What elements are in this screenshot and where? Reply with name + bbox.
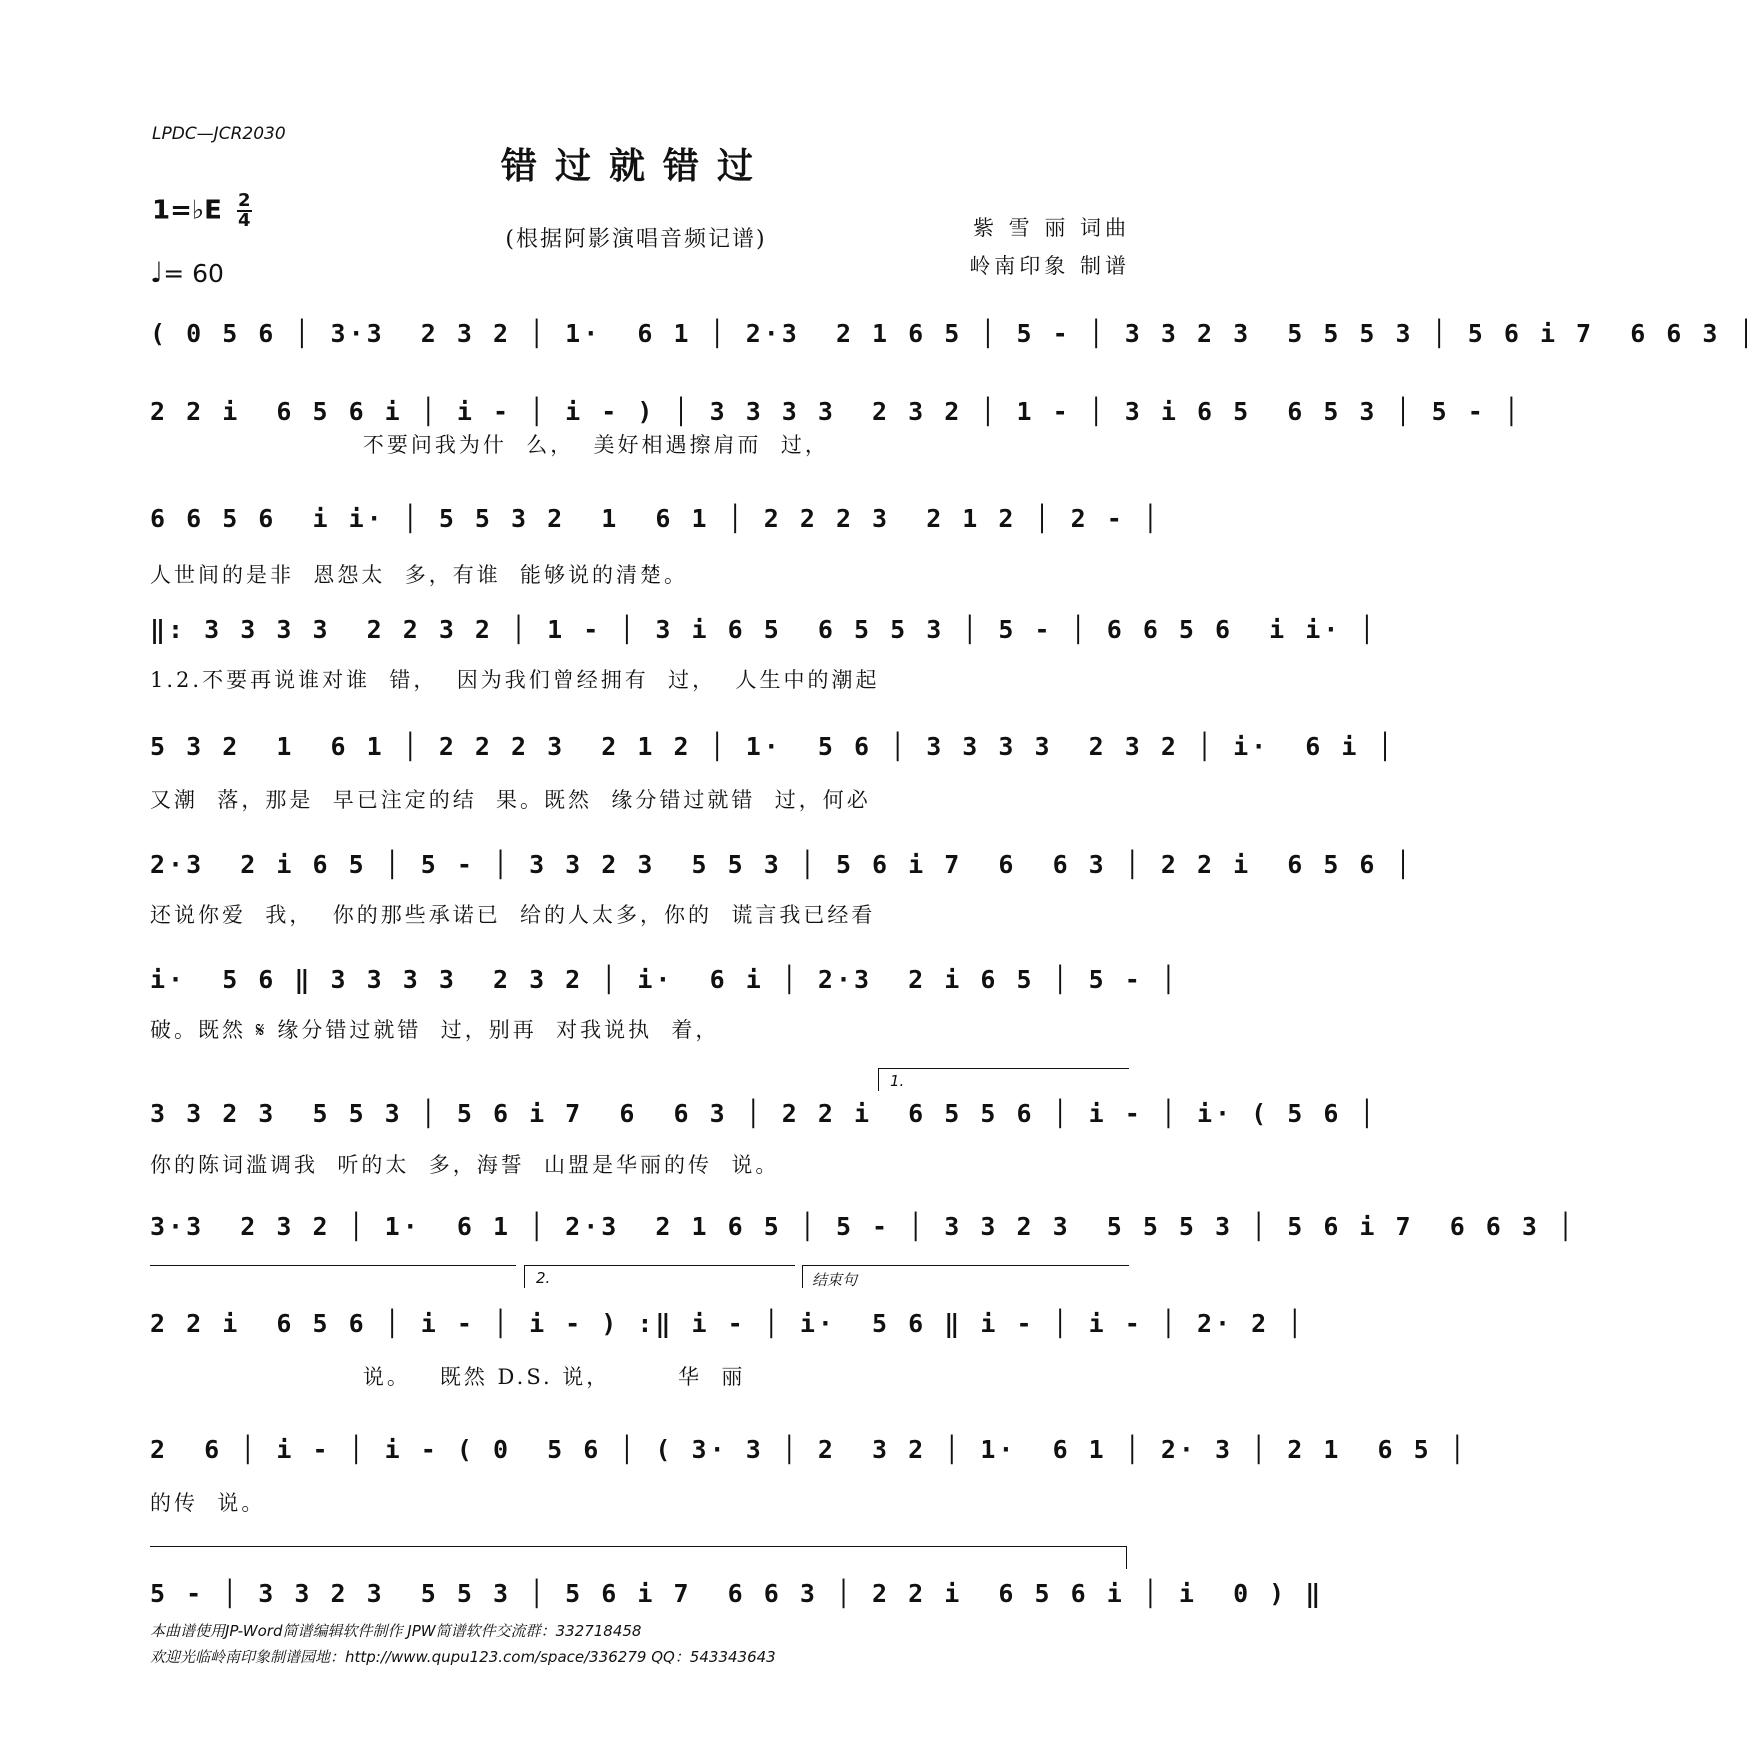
lyric-line-1: 不要问我为什 么， 美好相遇擦肩而 过， bbox=[150, 433, 829, 457]
song-title: 错过就错过 bbox=[500, 145, 771, 187]
score-line-8: 3 3 2 3 5 5 3 │ 5 6 i 7 6 6 3 │ 2 2 i 6 5 5 6 │ i - │ i· ( 5 6 │ bbox=[150, 1099, 1378, 1128]
score-line-7: i· 5 6 ‖ 3 3 3 3 2 3 2 │ i· 6 i │ 2·3 2 i 6 5 │ 5 - │ bbox=[150, 965, 1179, 994]
score-line-6: 2·3 2 i 6 5 │ 5 - │ 3 3 2 3 5 5 3 │ 5 6 i 7 6 6 3 │ 2 2 i 6 5 6 │ bbox=[150, 850, 1414, 879]
volta-bracket-1 bbox=[878, 1068, 1129, 1091]
coda-label: 结束句 bbox=[812, 1271, 858, 1289]
score-line-5: 5 3 2 1 6 1 │ 2 2 2 3 2 1 2 │ 1· 5 6 │ 3 3 3 3 2 3 2 │ i· 6 i │ bbox=[150, 732, 1396, 761]
tempo-marking bbox=[150, 256, 224, 289]
volta-label-2: 2. bbox=[536, 1269, 551, 1287]
final-bracket bbox=[150, 1546, 1127, 1569]
volta-label-1: 1. bbox=[890, 1072, 905, 1090]
score-line-1: ( 0 5 6 │ 3·3 2 3 2 │ 1· 6 1 │ 2·3 2 1 6 5 │ 5 - │ 3 3 2 3 5 5 5 3 │ 5 6 i 7 6 6 3 │ bbox=[150, 319, 1757, 348]
lyricist-composer-credit: 紫 雪 丽 词曲 bbox=[972, 216, 1130, 240]
volta-bracket-2 bbox=[524, 1265, 795, 1288]
score-line-9: 3·3 2 3 2 │ 1· 6 1 │ 2·3 2 1 6 5 │ 5 - │ 3 3 2 3 5 5 5 3 │ 5 6 i 7 6 6 3 │ bbox=[150, 1212, 1577, 1241]
lyric-line-5: 还说你爱 我， 你的那些承诺已 给的人太多，你的 谎言我已经看 bbox=[150, 903, 876, 927]
score-line-4: ‖: 3 3 3 3 2 2 3 2 │ 1 - │ 3 i 6 5 6 5 5 3 │ 5 - │ 6 6 5 6 i i· │ bbox=[150, 615, 1378, 644]
subtitle: (根据阿影演唱音频记谱) bbox=[505, 227, 767, 252]
lyric-line-4: 又潮 落，那是 早已注定的结 果。既然 缘分错过就错 过，何必 bbox=[150, 788, 871, 812]
score-line-10: 2 2 i 6 5 6 │ i - │ i - ) :‖ i - │ i· 5 6 ‖ i - │ i - │ 2· 2 │ bbox=[150, 1309, 1306, 1338]
volta-continuation bbox=[150, 1265, 516, 1288]
footer-line-1: 本曲谱使用JP-Word简谱编辑软件制作 JPW简谱软件交流群：332718458 bbox=[150, 1622, 642, 1640]
key-label: 1=♭E bbox=[152, 195, 222, 226]
lyric-line-7: 你的陈词滥调我 听的太 多，海誓 山盟是华丽的传 说。 bbox=[150, 1153, 780, 1177]
score-line-11: 2 6 │ i - │ i - ( 0 5 6 │ ( 3· 3 │ 2 3 2 │ 1· 6 1 │ 2· 3 │ 2 1 6 5 │ bbox=[150, 1435, 1468, 1464]
quarter-note-icon: ♩ bbox=[150, 256, 164, 289]
lyric-line-3: 1.2.不要再说谁对谁 错， 因为我们曾经拥有 过， 人生中的潮起 bbox=[150, 668, 880, 692]
lyric-line-6: 破。既然 𝄋 缘分错过就错 过，别再 对我说执 着， bbox=[150, 1018, 720, 1042]
tempo-value: = 60 bbox=[163, 259, 224, 288]
footer-line-2: 欢迎光临岭南印象制谱园地：http://www.qupu123.com/space/336279 QQ：543343643 bbox=[150, 1648, 776, 1666]
arranger-credit: 岭南印象 制谱 bbox=[969, 254, 1130, 278]
score-code: LPDC—JCR2030 bbox=[152, 124, 286, 144]
score-line-12: 5 - │ 3 3 2 3 5 5 3 │ 5 6 i 7 6 6 3 │ 2 2 i 6 5 6 i │ i 0 ) ‖ bbox=[150, 1579, 1324, 1608]
meter-top: 2 bbox=[237, 190, 251, 211]
meter-bottom: 4 bbox=[237, 210, 251, 231]
lyric-line-8: 说。 既然 D.S. 说， 华 丽 bbox=[150, 1365, 746, 1389]
score-line-2: 2 2 i 6 5 6 i │ i - │ i - ) │ 3 3 3 3 2 3 2 │ 1 - │ 3 i 6 5 6 5 3 │ 5 - │ bbox=[150, 397, 1522, 426]
lyric-line-9: 的传 说。 bbox=[150, 1491, 266, 1515]
lyric-line-2: 人世间的是非 恩怨太 多，有谁 能够说的清楚。 bbox=[150, 563, 689, 587]
score-line-3: 6 6 5 6 i i· │ 5 5 3 2 1 6 1 │ 2 2 2 3 2 1 2 │ 2 - │ bbox=[150, 504, 1161, 533]
